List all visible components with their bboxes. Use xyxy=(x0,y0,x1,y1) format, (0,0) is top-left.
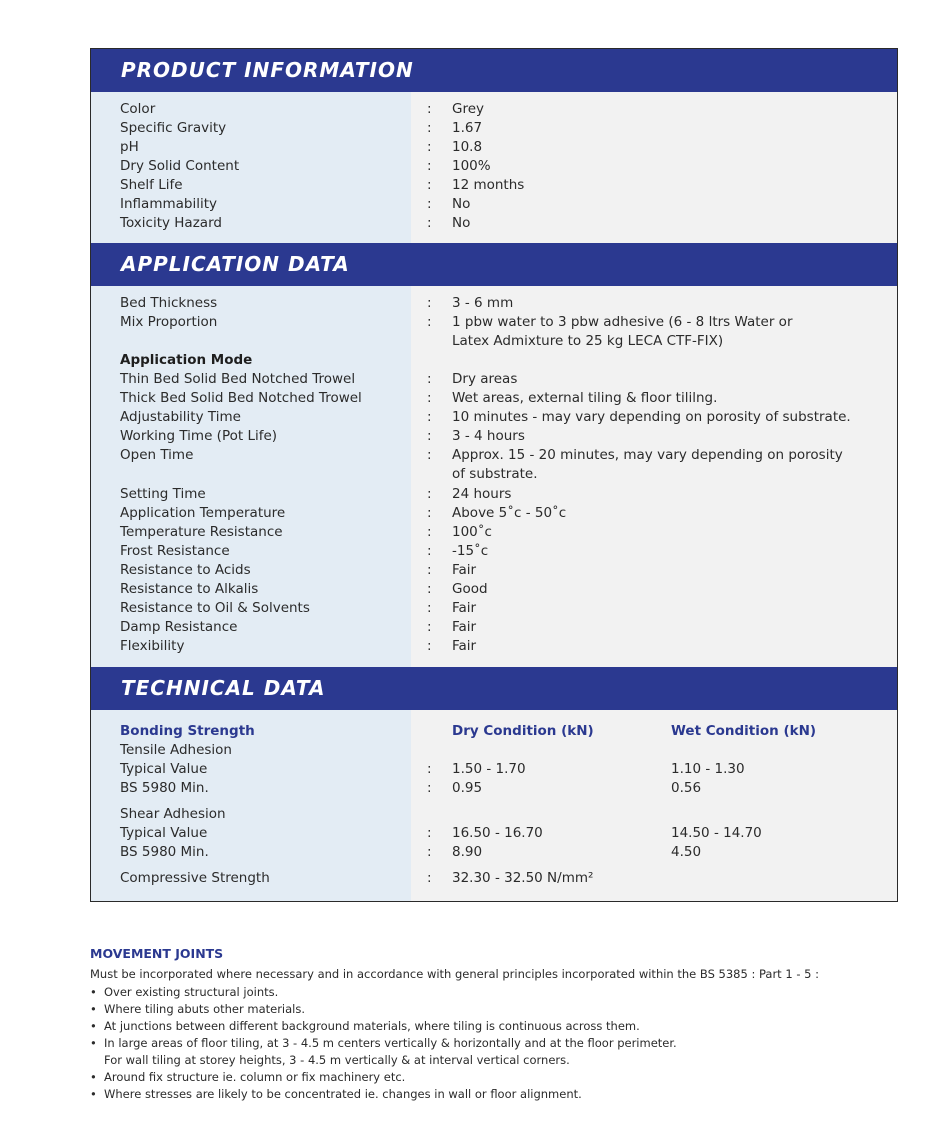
separator: : xyxy=(427,562,432,578)
separator: : xyxy=(427,825,432,841)
separator: : xyxy=(427,638,432,654)
spec-value: Fair xyxy=(452,619,477,635)
application-mode-heading-row xyxy=(91,351,897,370)
separator: : xyxy=(427,196,432,212)
spec-label: Damp Resistance xyxy=(120,619,238,635)
bullet-marker: • xyxy=(90,1070,97,1084)
spec-value: 1 pbw water to 3 pbw adhesive (6 - 8 ltrs Water or xyxy=(452,314,793,330)
datasheet-table xyxy=(90,48,898,902)
wet-value: 14.50 - 14.70 xyxy=(671,825,762,841)
spec-value: Fair xyxy=(452,562,477,578)
spec-label: Flexibility xyxy=(120,638,185,654)
spec-row xyxy=(91,599,897,618)
spec-value: No xyxy=(452,215,471,231)
spec-label: Shelf Life xyxy=(120,177,183,193)
spec-row xyxy=(91,446,897,465)
spec-row xyxy=(91,214,897,233)
separator: : xyxy=(427,761,432,777)
technical-row xyxy=(91,824,897,843)
spec-row xyxy=(91,542,897,561)
spec-label: Mix Proportion xyxy=(120,314,218,330)
wet-value: 1.10 - 1.30 xyxy=(671,761,745,777)
spec-row xyxy=(91,195,897,214)
spec-row xyxy=(91,294,897,313)
spec-label: Compressive Strength xyxy=(120,870,270,886)
dry-value: 1.50 - 1.70 xyxy=(452,761,526,777)
separator: : xyxy=(427,780,432,796)
bullet-marker: • xyxy=(90,1036,97,1050)
separator: : xyxy=(427,177,432,193)
tensile-heading-row xyxy=(91,741,897,760)
separator: : xyxy=(427,870,432,886)
spec-label: Adjustability Time xyxy=(120,409,241,425)
product-information-header xyxy=(91,49,897,92)
spec-label: Resistance to Acids xyxy=(120,562,251,578)
spec-label: Inflammability xyxy=(120,196,217,212)
technical-row xyxy=(91,843,897,862)
spec-row xyxy=(91,370,897,389)
bullet-marker: • xyxy=(90,1087,97,1101)
spec-label: Bed Thickness xyxy=(120,295,218,311)
spec-row xyxy=(91,138,897,157)
spec-value: Fair xyxy=(452,600,477,616)
spec-value: 10 minutes - may vary depending on porosity of substrate. xyxy=(452,409,851,425)
technical-data-title: TECHNICAL DATA xyxy=(121,676,326,700)
spec-value: 10.8 xyxy=(452,139,483,155)
shear-heading-row xyxy=(91,805,897,824)
bullet-marker: • xyxy=(90,1002,97,1016)
spec-label: BS 5980 Min. xyxy=(120,844,209,860)
separator: : xyxy=(427,844,432,860)
spec-label: Color xyxy=(120,101,156,117)
dry-value: 8.90 xyxy=(452,844,483,860)
spec-row xyxy=(91,389,897,408)
dry-value: 16.50 - 16.70 xyxy=(452,825,543,841)
spec-label: Resistance to Alkalis xyxy=(120,581,259,597)
spec-label: Typical Value xyxy=(120,761,208,777)
application-data-header xyxy=(91,243,897,286)
spec-value: 3 - 6 mm xyxy=(452,295,514,311)
separator: : xyxy=(427,371,432,387)
separator: : xyxy=(427,158,432,174)
spec-value: Latex Admixture to 25 kg LECA CTF-FIX) xyxy=(452,333,724,349)
separator: : xyxy=(427,390,432,406)
list-item-text: In large areas of floor tiling, at 3 - 4.5 m centers vertically & horizontally and at the floor perimeter. xyxy=(104,1036,677,1050)
spec-value: 100% xyxy=(452,158,491,174)
dry-value: 0.95 xyxy=(452,780,483,796)
spec-value: No xyxy=(452,196,471,212)
spec-value: of substrate. xyxy=(452,466,538,482)
spec-label: Specific Gravity xyxy=(120,120,227,136)
spec-row xyxy=(91,408,897,427)
technical-row xyxy=(91,760,897,779)
spec-label: Frost Resistance xyxy=(120,543,230,559)
spec-value: Dry areas xyxy=(452,371,518,387)
movement-joints-intro: Must be incorporated where necessary and in accordance with general principles incorporated within the BS 5385 : Part 1 - 5 : xyxy=(90,967,819,981)
compressive-strength-value: 32.30 - 32.50 N/mm² xyxy=(452,870,594,886)
separator: : xyxy=(427,215,432,231)
list-item-text: Over existing structural joints. xyxy=(104,985,279,999)
bullet-marker: • xyxy=(90,1019,97,1033)
separator: : xyxy=(427,600,432,616)
separator: : xyxy=(427,314,432,330)
spec-row-continuation xyxy=(91,465,897,484)
spec-value: 100˚c xyxy=(452,524,492,540)
technical-row xyxy=(91,779,897,798)
spec-label: Open Time xyxy=(120,447,194,463)
spec-value: Fair xyxy=(452,638,477,654)
product-information-title: PRODUCT INFORMATION xyxy=(121,58,414,82)
wet-value: 0.56 xyxy=(671,780,702,796)
spec-value: 24 hours xyxy=(452,486,512,502)
list-item-text: At junctions between different background materials, where tiling is continuous across them. xyxy=(104,1019,640,1033)
technical-data-header xyxy=(91,667,897,710)
separator: : xyxy=(427,139,432,155)
wet-value: 4.50 xyxy=(671,844,702,860)
spec-label: Thin Bed Solid Bed Notched Trowel xyxy=(120,371,356,387)
spec-row xyxy=(91,157,897,176)
spec-label: Toxicity Hazard xyxy=(120,215,222,231)
list-item-text: For wall tiling at storey heights, 3 - 4.5 m vertically & at interval vertical corners. xyxy=(104,1053,570,1067)
spec-row xyxy=(91,427,897,446)
separator: : xyxy=(427,409,432,425)
separator: : xyxy=(427,447,432,463)
spec-row xyxy=(91,637,897,656)
technical-row xyxy=(91,869,897,888)
spec-value: -15˚c xyxy=(452,543,489,559)
spec-label: pH xyxy=(120,139,139,155)
spec-row xyxy=(91,618,897,637)
spec-label: Typical Value xyxy=(120,825,208,841)
list-item-text: Around fix structure ie. column or fix machinery etc. xyxy=(104,1070,406,1084)
bullet-marker: • xyxy=(90,985,97,999)
spec-value: 3 - 4 hours xyxy=(452,428,525,444)
tensile-adhesion-heading: Tensile Adhesion xyxy=(120,742,232,758)
spec-label: Dry Solid Content xyxy=(120,158,240,174)
spec-value: Above 5˚c - 50˚c xyxy=(452,505,567,521)
spec-label: BS 5980 Min. xyxy=(120,780,209,796)
bonding-strength-header: Bonding Strength xyxy=(120,723,255,739)
separator: : xyxy=(427,543,432,559)
spec-value: Wet areas, external tiling & floor tililng. xyxy=(452,390,718,406)
spec-row xyxy=(91,100,897,119)
list-item-text: Where stresses are likely to be concentrated ie. changes in wall or floor alignment. xyxy=(104,1087,582,1101)
spec-row xyxy=(91,523,897,542)
spec-value: Approx. 15 - 20 minutes, may vary depending on porosity xyxy=(452,447,843,463)
spec-label: Resistance to Oil & Solvents xyxy=(120,600,310,616)
application-mode-heading: Application Mode xyxy=(120,352,253,368)
separator: : xyxy=(427,486,432,502)
spec-row xyxy=(91,119,897,138)
separator: : xyxy=(427,619,432,635)
spec-row xyxy=(91,504,897,523)
shear-adhesion-heading: Shear Adhesion xyxy=(120,806,226,822)
separator: : xyxy=(427,295,432,311)
technical-column-headers xyxy=(91,722,897,741)
separator: : xyxy=(427,428,432,444)
spec-row-continuation xyxy=(91,332,897,351)
spec-value: Grey xyxy=(452,101,485,117)
application-data-title: APPLICATION DATA xyxy=(121,252,350,276)
wet-condition-header: Wet Condition (kN) xyxy=(671,723,817,739)
spec-row xyxy=(91,561,897,580)
dry-condition-header: Dry Condition (kN) xyxy=(452,723,594,739)
spec-row xyxy=(91,313,897,332)
spec-label: Working Time (Pot Life) xyxy=(120,428,278,444)
movement-joints-title: MOVEMENT JOINTS xyxy=(90,946,224,961)
separator: : xyxy=(427,120,432,136)
spec-value: Good xyxy=(452,581,488,597)
spec-row xyxy=(91,176,897,195)
spec-label: Temperature Resistance xyxy=(120,524,283,540)
spec-value: 1.67 xyxy=(452,120,483,136)
separator: : xyxy=(427,101,432,117)
spec-label: Thick Bed Solid Bed Notched Trowel xyxy=(120,390,362,406)
separator: : xyxy=(427,524,432,540)
separator: : xyxy=(427,505,432,521)
list-item-text: Where tiling abuts other materials. xyxy=(104,1002,306,1016)
separator: : xyxy=(427,581,432,597)
spec-row xyxy=(91,485,897,504)
spec-row xyxy=(91,580,897,599)
spec-value: 12 months xyxy=(452,177,525,193)
spec-label: Setting Time xyxy=(120,486,206,502)
spec-label: Application Temperature xyxy=(120,505,286,521)
